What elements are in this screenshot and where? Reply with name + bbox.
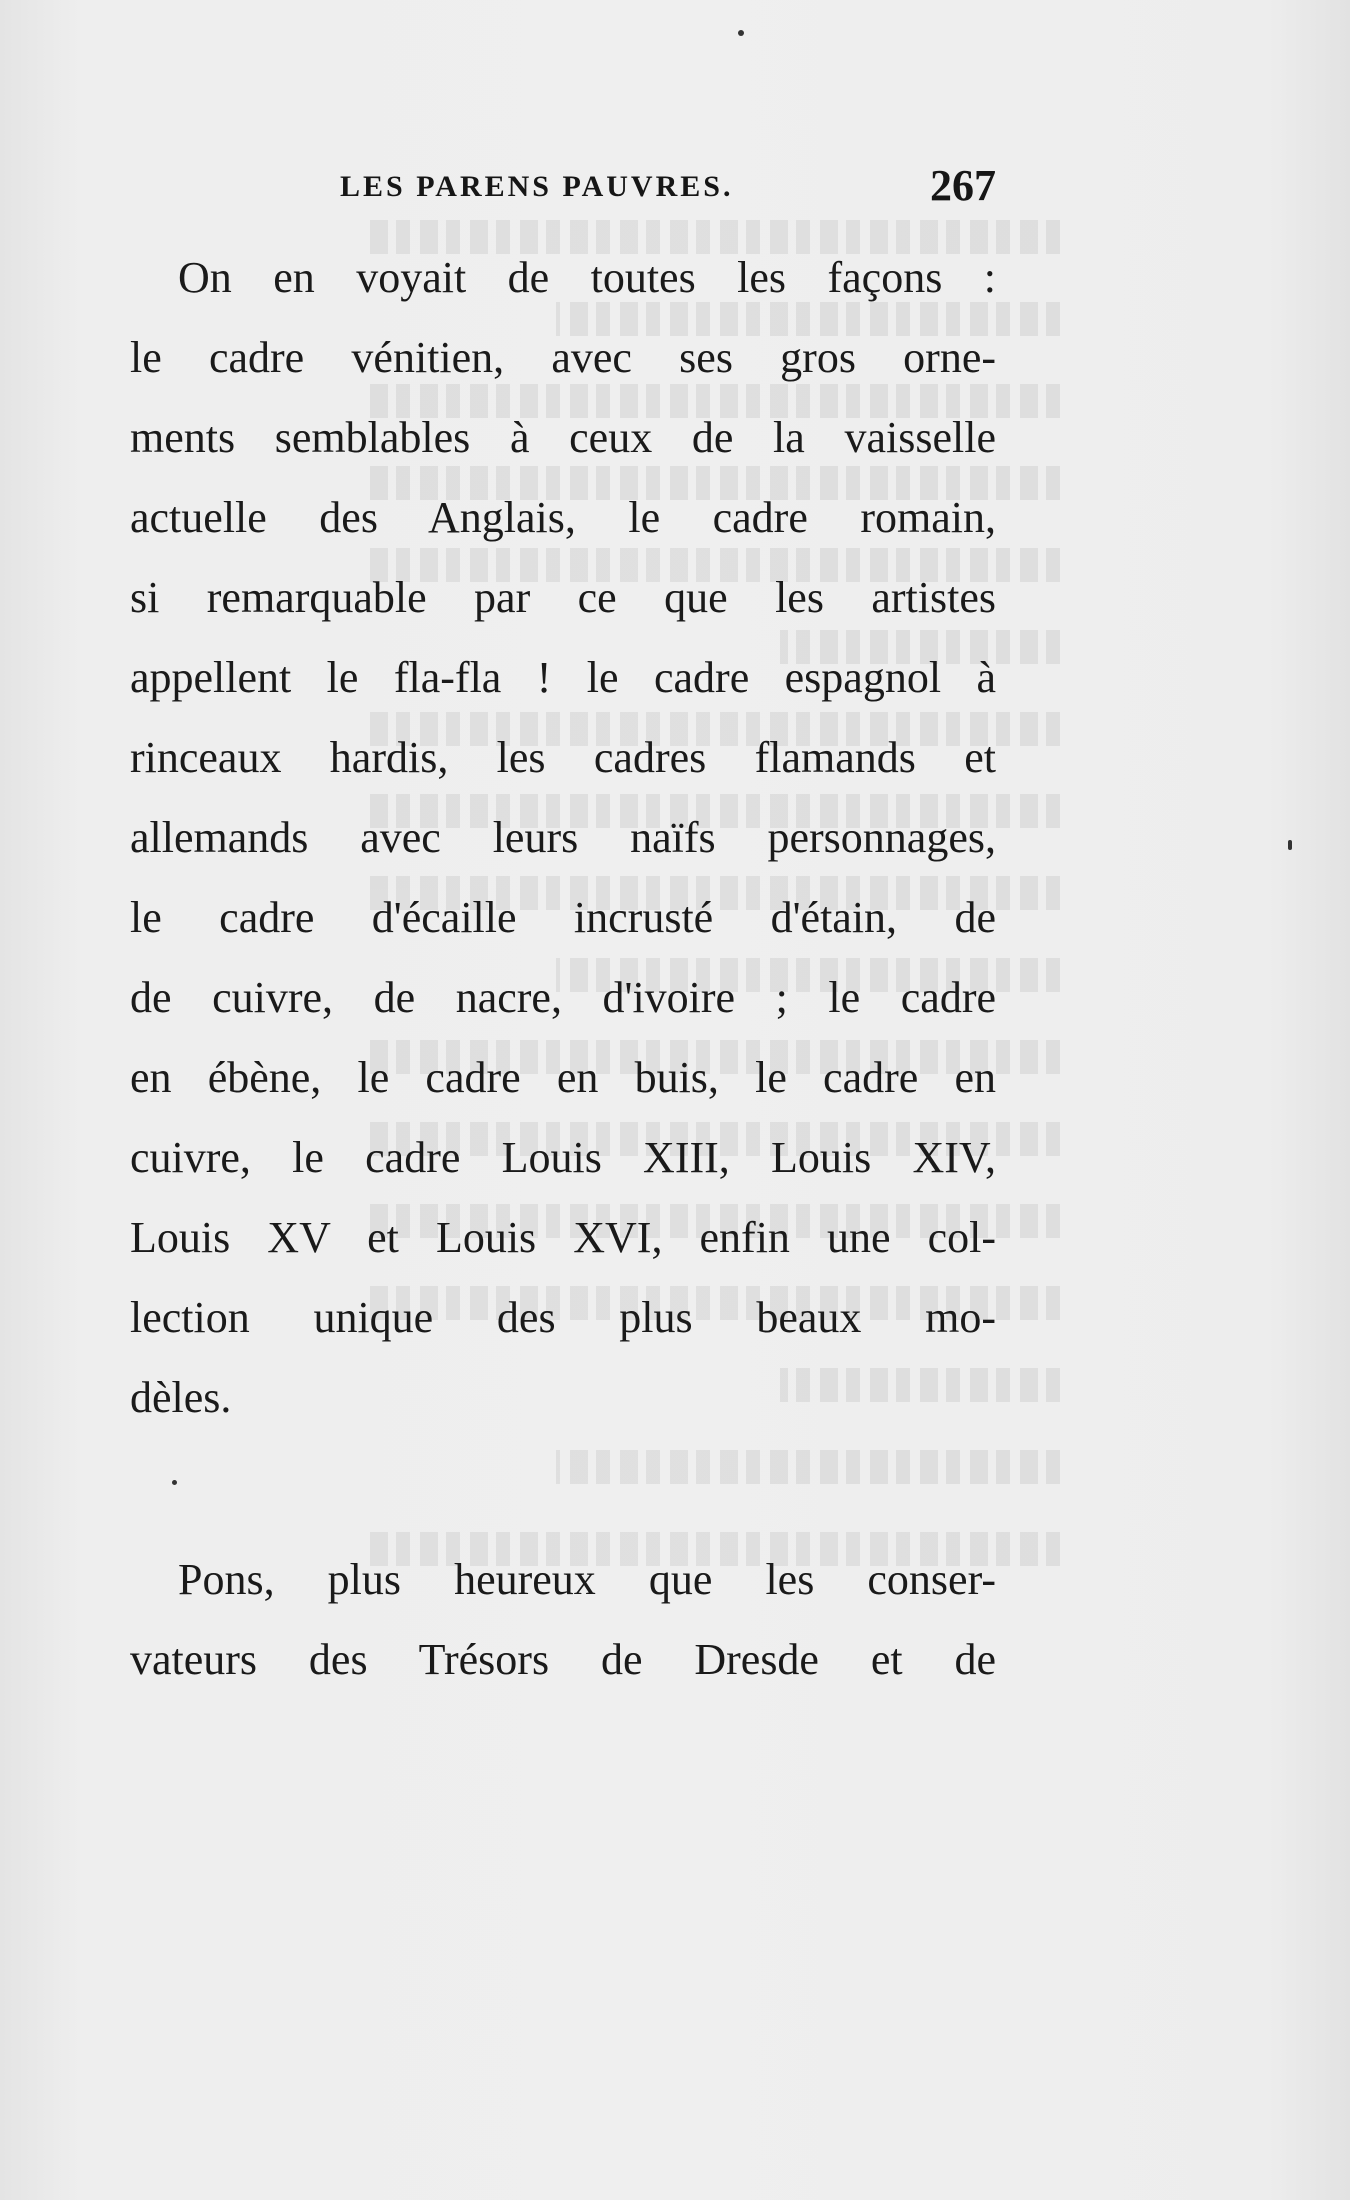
text-line: si remarquable par ce que les artistes	[130, 573, 996, 622]
page-number: 267	[930, 161, 996, 210]
paragraph	[130, 238, 996, 1438]
text-line: le cadre vénitien, avec ses gros orne-	[130, 333, 996, 382]
text-line: appellent le fla-fla ! le cadre espagnol à	[130, 653, 996, 702]
text-line: rinceaux hardis, les cadres flamands et	[130, 733, 996, 782]
text-line: vateurs des Trésors de Dresde et de	[130, 1635, 996, 1684]
text-line: de cuivre, de nacre, d'ivoire ; le cadre	[130, 973, 996, 1022]
text-line: le cadre d'écaille incrusté d'étain, de	[130, 893, 996, 942]
body-text	[130, 238, 996, 1700]
running-head: LES PARENS PAUVRES.	[340, 170, 734, 203]
text-line: Pons, plus heureux que les conser-	[178, 1555, 996, 1604]
text-line: ments semblables à ceux de la vaisselle	[130, 413, 996, 462]
text-line: actuelle des Anglais, le cadre romain,	[130, 493, 996, 542]
paragraph	[130, 1540, 996, 1700]
text-line: Louis XV et Louis XVI, enfin une col-	[130, 1213, 996, 1262]
print-speck	[738, 30, 744, 36]
text-line: cuivre, le cadre Louis XIII, Louis XIV,	[130, 1133, 996, 1182]
text-line: en ébène, le cadre en buis, le cadre en	[130, 1053, 996, 1102]
text-line: On en voyait de toutes les façons :	[178, 253, 996, 302]
text-line: allemands avec leurs naïfs personnages,	[130, 813, 996, 862]
text-line: lection unique des plus beaux mo-	[130, 1293, 996, 1342]
page-header	[130, 160, 996, 220]
text-line: dèles.	[130, 1373, 232, 1422]
print-speck	[1288, 840, 1292, 850]
